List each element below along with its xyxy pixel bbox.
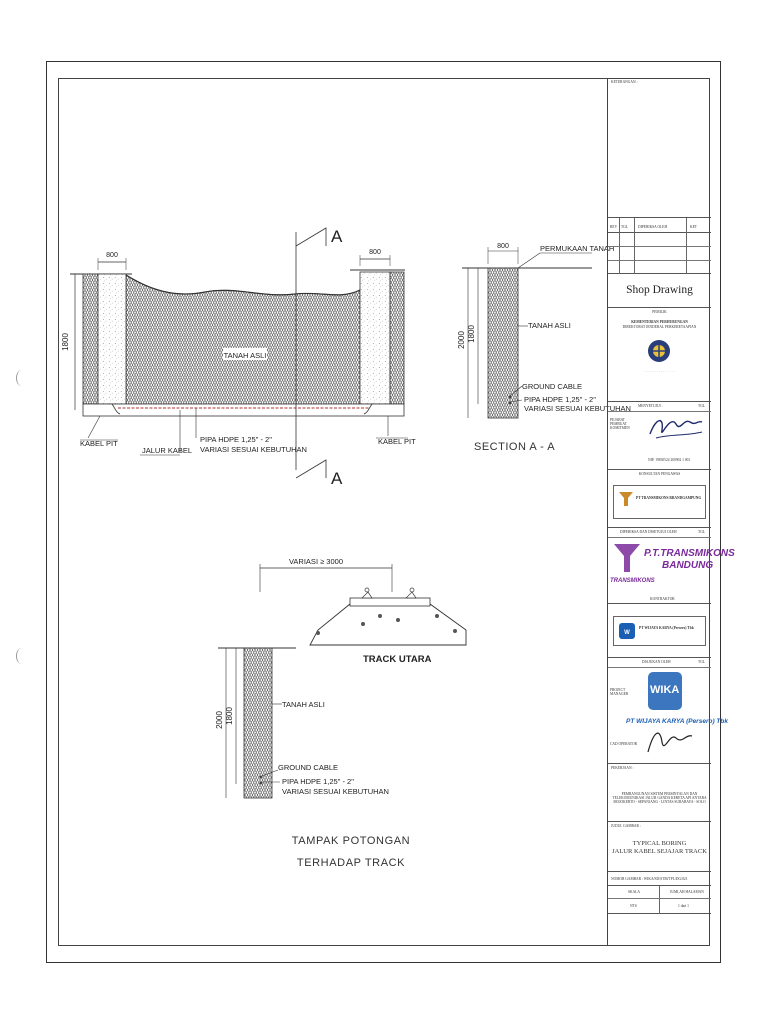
label-tanah-asli-main: TANAH ASLI <box>223 351 267 360</box>
tb-pekerjaan-cell <box>608 764 711 822</box>
tb-menyetujui-tgl: TGL <box>698 404 705 408</box>
label-jalur-kabel: JALUR KABEL <box>142 446 193 455</box>
tb-kementerian: KEMENTERIAN PERHUBUNGAN <box>631 320 688 324</box>
tb-konsultan-cell <box>608 470 711 528</box>
tb-wika-logo-box <box>613 616 706 646</box>
tb-wika-name: PT WIJAYA KARYA (Persero) Tbk <box>639 626 694 630</box>
tb-judul-cell <box>608 822 711 872</box>
wika-logo-icon <box>618 622 636 640</box>
sec-dim-2000: 2000 <box>457 331 466 349</box>
sec-permukaan-tanah: PERMUKAAN TANAH <box>540 244 615 253</box>
stamp-wika: PT WIJAYA KARYA (Persero) Tbk <box>626 718 728 725</box>
tb-ket: KET <box>690 225 697 229</box>
tb-nts: NTS <box>630 904 637 908</box>
track-dim-1800: 1800 <box>225 707 234 725</box>
track-view <box>215 557 466 869</box>
tb-nip: NIP. 19830524 200902 1 001 <box>648 458 691 462</box>
wika-stamp-logo <box>648 672 682 710</box>
tb-revision-table <box>608 218 711 274</box>
sec-tanah-asli: TANAH ASLI <box>528 321 571 330</box>
tb-keterangan-label: KETERANGAN : <box>611 80 638 84</box>
dim-1800-main: 1800 <box>61 333 70 351</box>
tb-pt-transmikons: PT TRANSMIKONS BRANDGAMPUNG <box>636 496 702 500</box>
tb-pemilik: PEMILIK <box>652 310 667 314</box>
tb-menyetujui: MENYETUJUI : <box>638 404 663 408</box>
tb-diperiksa-oleh: DIPERIKSA OLEH <box>638 225 668 229</box>
sec-dim-1800: 1800 <box>467 325 476 343</box>
tb-konsultan: KONSULTAN PENGAWAS <box>638 472 681 476</box>
tb-jumlah-halaman: JUMLAH HALAMAN <box>670 890 704 894</box>
track-variasi: VARIASI ≥ 3000 <box>288 557 344 566</box>
ballast-profile <box>310 604 466 645</box>
transmikons-logo-icon <box>612 542 642 576</box>
kabel-pit-right <box>360 272 390 404</box>
tampak-title-1: TAMPAK POTONGAN <box>291 835 411 847</box>
sec-dim-800: 800 <box>497 243 509 250</box>
sleeper <box>350 598 430 606</box>
tb-skala-cell <box>608 886 711 914</box>
track-soil <box>244 648 272 798</box>
dim-800-right: 800 <box>369 249 381 256</box>
label-pipa-main-1: PIPA HDPE 1,25" - 2" <box>200 435 272 444</box>
tb-pejabat: PEJABAT PEMBUAT KOMITMEN <box>610 418 630 431</box>
tb-pekerjaan: PEKERJAAN : <box>611 766 634 770</box>
track-tanah-asli: TANAH ASLI <box>282 700 325 709</box>
sec-ground-cable: GROUND CABLE <box>522 382 583 391</box>
tb-halaman: 1 dari 1 <box>678 904 689 908</box>
main-longitudinal-view <box>61 227 416 488</box>
signature-cad-icon <box>642 724 698 758</box>
tampak-title-2: TERHADAP TRACK <box>296 857 406 869</box>
title-block <box>607 78 735 946</box>
track-pipa-2: VARIASI SESUAI KEBUTUHAN <box>282 787 389 796</box>
tb-diajukan-tgl: TGL <box>698 660 705 664</box>
tb-nomor-gambar: NOMOR GAMBAR : WIKA/SD/STM/TPL/DG/021 <box>611 877 688 881</box>
tb-diperiksa-disetujui: DIPERIKSA DAN DISETUJUI OLEH <box>620 530 677 534</box>
label-pipa-main-2: VARIASI SESUAI KEBUTUHAN <box>200 445 307 454</box>
tb-typical-boring: TYPICAL BORING <box>632 840 687 847</box>
tb-diperiksa-cell <box>608 528 735 604</box>
section-marker-top: A <box>331 227 343 246</box>
tb-pemilik-address: · · · · · · · · · · · · · · · <box>644 370 675 374</box>
track-utara: TRACK UTARA <box>363 654 432 665</box>
transmikons-logo-text: TRANSMIKONS <box>610 578 655 584</box>
sec-title: SECTION A - A <box>474 441 556 453</box>
track-dim-2000: 2000 <box>215 711 224 729</box>
tb-diajukan-cell <box>608 658 728 764</box>
tb-direktorat: DIREKTORAT JENDERAL PERKERETAAPIAN <box>622 325 697 329</box>
label-kabel-pit-left: KABEL PIT <box>80 439 118 448</box>
tb-kontraktor: KONTRAKTOR <box>650 597 675 601</box>
sec-pipa-2: VARIASI SESUAI KEBUTUHAN <box>524 404 631 413</box>
track-ground-cable: GROUND CABLE <box>278 763 339 772</box>
tb-diajukan-oleh: DIAJUKAN OLEH <box>642 660 671 664</box>
wika-stamp-logo-text: WIKA <box>650 684 680 696</box>
section-a-a-view <box>457 243 631 453</box>
tb-wika-cell <box>608 604 711 658</box>
label-kabel-pit-right: KABEL PIT <box>378 437 416 446</box>
tb-judul-gambar: JUDUL GAMBAR : <box>611 824 641 828</box>
section-marker-bottom: A <box>331 469 343 488</box>
track-pipa-1: PIPA HDPE 1,25" - 2" <box>282 777 354 786</box>
sec-soil <box>488 268 518 418</box>
tb-shop-drawing-cell <box>608 274 711 308</box>
tb-rev: REV <box>610 225 618 229</box>
transmikons-small-logo-icon <box>618 490 634 508</box>
tb-keterangan <box>608 78 711 218</box>
tb-diperiksa-tgl: TGL <box>698 530 705 534</box>
kemenhub-logo-icon <box>646 338 672 364</box>
stamp-transmikons-2: BANDUNG <box>662 560 714 571</box>
sec-pipa-1: PIPA HDPE 1,25" - 2" <box>524 395 596 404</box>
kabel-pit-left <box>98 274 126 404</box>
tb-pemilik-cell <box>608 308 711 402</box>
tb-pekerjaan-desc: PEMBANGUNAN SISTEM PERSINYALAN DAN TELEKOMUNIKASI JALUR GANDA KERETA API ANTARA MOJOKERTO - SEPANJANG - LINTAS SURABAYA - SOLO <box>612 792 707 805</box>
svg-text:W: W <box>624 630 630 636</box>
tb-cad-operator: CAD OPERATOR <box>610 742 637 746</box>
tb-menyetujui-cell <box>608 402 711 470</box>
tb-nomor-cell <box>608 872 711 886</box>
tb-skala: SKALA <box>628 890 640 894</box>
tb-project-manager: PROJECT MANAGER <box>610 688 629 697</box>
tb-shop-drawing: Shop Drawing <box>626 284 693 296</box>
tb-konsultan-logo-box <box>613 485 706 519</box>
kabel-pit-left-outer <box>83 274 98 404</box>
tb-jalur-kabel-sejajar: JALUR KABEL SEJAJAR TRACK <box>612 848 707 855</box>
tb-tgl: TGL <box>621 225 628 229</box>
soil-main <box>126 275 360 410</box>
kabel-pit-right-outer <box>390 272 404 404</box>
stamp-transmikons-1: P.T.TRANSMIKONS <box>644 548 735 559</box>
dim-800-left: 800 <box>106 252 118 259</box>
signature-pejabat-icon <box>646 410 706 446</box>
